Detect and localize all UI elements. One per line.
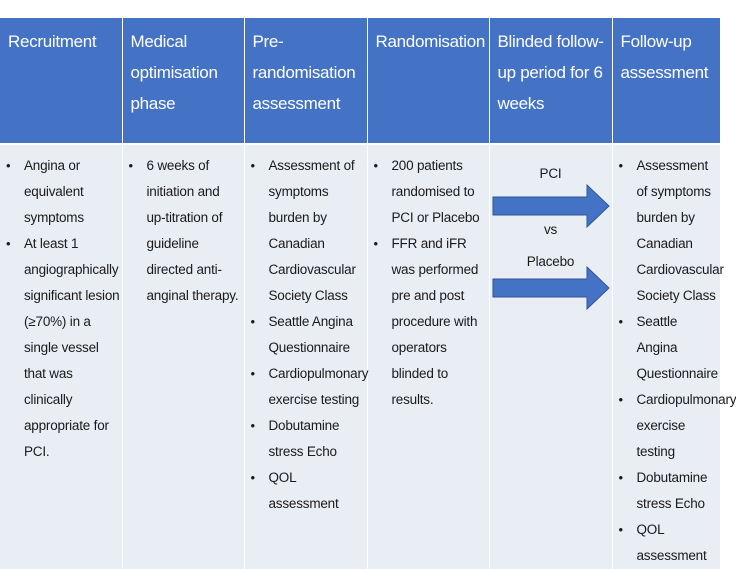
placebo-label: Placebo — [526, 254, 575, 269]
vs-label: vs — [543, 222, 558, 237]
list-item: • QOL assessment — [617, 517, 718, 569]
list-item: • QOL assessment — [249, 465, 365, 517]
list-item: • Seattle Angina Questionnaire — [249, 309, 365, 361]
flow-table — [0, 18, 736, 569]
list-item: • Cardiopulmonary exercise testing — [617, 387, 718, 465]
recruitment-list — [4, 153, 120, 465]
randomisation-list — [372, 153, 487, 413]
header-row — [0, 18, 720, 144]
list-item: • 6 weeks of initiation and up-titration of guideline directed anti-anginal therapy. — [127, 153, 242, 309]
pci-label: PCI — [539, 166, 562, 181]
list-item: • FFR and iFR was performed pre and post procedure with operators blinded to results. — [372, 231, 487, 413]
header-blinded-follow-up: Blinded follow-up period for 6 weeks — [489, 18, 612, 144]
pre-assessment-cell — [244, 144, 367, 569]
list-item: • Assessment of symptoms burden by Canadian Cardiovascular Society Class — [617, 153, 718, 309]
list-item: • Assessment of symptoms burden by Canadian Cardiovascular Society Class — [249, 153, 365, 309]
header-pre-randomisation: Pre-randomisation assessment — [244, 18, 367, 144]
list-item: • Angina or equivalent symptoms — [4, 153, 120, 231]
randomisation-cell — [367, 144, 489, 569]
list-item: • Seattle Angina Questionnaire — [617, 309, 718, 387]
medical-list — [127, 153, 242, 309]
list-item: • Dobutamine stress Echo — [617, 465, 718, 517]
content-row — [0, 144, 720, 569]
pre-assessment-list — [249, 153, 369, 517]
study-flow-table — [0, 18, 736, 563]
list-item: • Cardiopulmonary exercise testing — [249, 361, 365, 413]
header-randomisation: Randomisation — [367, 18, 489, 144]
recruitment-cell — [0, 144, 122, 569]
list-item: • Dobutamine stress Echo — [249, 413, 365, 465]
placebo-arrow-icon — [493, 267, 609, 309]
followup-list — [617, 153, 736, 569]
medical-cell — [122, 144, 244, 569]
header-medical-optimisation: Medical optimisation phase — [122, 18, 244, 144]
list-item: • At least 1 angiographically significant lesion (≥70%) in a single vessel that was clinically appropriate for PCI. — [4, 231, 120, 465]
blinded-cell — [489, 144, 612, 569]
header-recruitment: Recruitment — [0, 18, 122, 144]
list-item: • 200 patients randomised to PCI or Placebo — [372, 153, 487, 231]
followup-cell — [612, 144, 736, 569]
header-follow-up-assessment: Follow-up assessment — [612, 18, 720, 144]
